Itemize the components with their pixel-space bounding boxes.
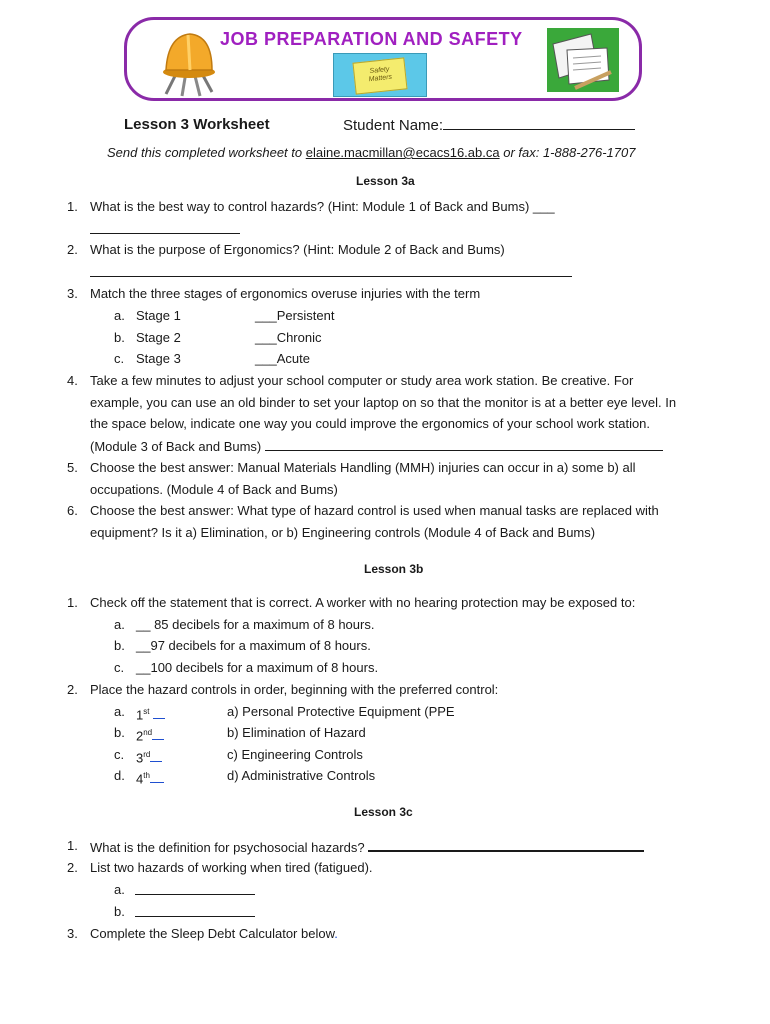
item-letter: a. xyxy=(114,308,125,323)
item-letter: a. xyxy=(114,882,125,897)
item-letter: b. xyxy=(114,638,125,653)
term-option[interactable]: ___Persistent xyxy=(255,308,335,323)
question-text: Choose the best answer: Manual Materials Handling (MMH) injuries can occur in a) some b) all xyxy=(90,460,636,475)
question-text: What is the definition for psychosocial hazards? xyxy=(90,840,365,855)
ordinal: 1 xyxy=(136,707,144,723)
order-slot[interactable] xyxy=(136,725,164,744)
option-text: __97 decibels for a maximum of 8 hours. xyxy=(136,638,371,653)
q-number: 2. xyxy=(67,860,78,875)
order-slot[interactable] xyxy=(136,768,164,787)
q-number: 2. xyxy=(67,242,78,257)
ordinal: 2 xyxy=(136,728,144,744)
question-text: List two hazards of working when tired (fatigued). xyxy=(90,860,373,875)
question-text: example, you can use an old binder to set your laptop on so that the monitor is at a better eye level. In xyxy=(90,395,677,410)
question-period: . xyxy=(334,926,338,941)
ordinal-suffix: th xyxy=(143,771,150,780)
question-text: occupations. (Module 4 of Back and Bums) xyxy=(90,482,338,497)
answer-blank[interactable] xyxy=(152,727,164,740)
item-letter: c. xyxy=(114,351,125,366)
send-text: Send this completed worksheet to xyxy=(107,145,303,160)
order-slot[interactable] xyxy=(136,747,162,766)
q-number: 1. xyxy=(67,838,78,853)
item-letter: a. xyxy=(114,617,125,632)
option-text: __ 85 decibels for a maximum of 8 hours. xyxy=(136,617,375,632)
answer-line[interactable] xyxy=(135,882,255,895)
option-text: __100 decibels for a maximum of 8 hours. xyxy=(136,660,379,675)
answer-blank[interactable] xyxy=(150,770,164,783)
control-option: c) Engineering Controls xyxy=(227,747,363,762)
banner-title: JOB PREPARATION AND SAFETY xyxy=(220,29,523,49)
order-slot[interactable] xyxy=(136,704,165,723)
lesson-3b-heading: Lesson 3b xyxy=(364,562,424,576)
q-number: 2. xyxy=(67,682,78,697)
safety-sign-image xyxy=(333,53,427,97)
q-number: 4. xyxy=(67,373,78,388)
question-text: (Module 3 of Back and Bums) xyxy=(90,439,262,454)
answer-blank[interactable] xyxy=(150,749,162,762)
lesson-3a-heading: Lesson 3a xyxy=(356,174,415,188)
q-number: 3. xyxy=(67,926,78,941)
send-instructions xyxy=(107,145,635,161)
question-line xyxy=(90,926,338,942)
q-number: 1. xyxy=(67,199,78,214)
email-link[interactable]: elaine.macmillan@ecacs16.ab.ca xyxy=(305,145,500,160)
answer-line[interactable] xyxy=(90,264,572,277)
question-text: What is the purpose of Ergonomics? (Hint: Module 2 of Back and Bums) xyxy=(90,242,505,257)
term-option[interactable]: ___Chronic xyxy=(255,330,322,345)
question-text: Complete the Sleep Debt Calculator below xyxy=(90,926,335,941)
q-number: 1. xyxy=(67,595,78,610)
control-option: b) Elimination of Hazard xyxy=(227,725,366,740)
question-text: Choose the best answer: What type of hazard control is used when manual tasks are replaced with xyxy=(90,503,659,518)
fax-text: or fax: 1-888-276-1707 xyxy=(503,145,636,160)
question-text: the space below, indicate one way you could improve the ergonomics of your school work station. xyxy=(90,416,651,431)
answer-line[interactable] xyxy=(368,838,644,852)
student-name-label: Student Name: xyxy=(343,117,444,134)
item-letter: c. xyxy=(114,660,125,675)
lesson-title: Lesson 3 Worksheet xyxy=(124,116,270,133)
ordinal: 4 xyxy=(136,771,144,787)
item-letter: d. xyxy=(114,768,125,783)
answer-line[interactable] xyxy=(90,221,240,234)
answer-blank[interactable] xyxy=(153,706,165,719)
item-letter: b. xyxy=(114,904,125,919)
lesson-3c-heading: Lesson 3c xyxy=(354,805,413,819)
q-number: 5. xyxy=(67,460,78,475)
control-option: d) Administrative Controls xyxy=(227,768,376,783)
student-name-field[interactable] xyxy=(443,117,635,130)
item-letter: a. xyxy=(114,704,125,719)
control-option: a) Personal Protective Equipment (PPE xyxy=(227,704,455,719)
q-number: 3. xyxy=(67,286,78,301)
item-letter: b. xyxy=(114,725,125,740)
question-text: What is the best way to control hazards? (Hint: Module 1 of Back and Bums) ___ xyxy=(90,199,555,214)
question-text: Take a few minutes to adjust your school computer or study area work station. Be creative. For xyxy=(90,373,634,388)
documents-icon xyxy=(545,26,621,94)
question-text: Match the three stages of ergonomics overuse injuries with the term xyxy=(90,286,481,301)
sign-text: Safety Matters xyxy=(368,66,393,84)
student-name-row xyxy=(343,117,635,134)
answer-line[interactable] xyxy=(265,438,663,451)
item-letter: c. xyxy=(114,747,125,762)
ordinal-suffix: nd xyxy=(143,728,153,737)
stage-label: Stage 2 xyxy=(136,330,181,345)
term-option[interactable]: ___Acute xyxy=(255,351,310,366)
question-line xyxy=(90,838,644,856)
ordinal: 3 xyxy=(136,750,144,766)
question-text: Check off the statement that is correct. A worker with no hearing protection may be exposed to: xyxy=(90,595,636,610)
ordinal-suffix: rd xyxy=(143,750,151,759)
q3a-4-last xyxy=(90,438,663,455)
question-text: Place the hazard controls in order, beginning with the preferred control: xyxy=(90,682,499,697)
ordinal-suffix: st xyxy=(143,707,150,716)
hard-hat-icon xyxy=(160,22,218,98)
answer-line[interactable] xyxy=(135,904,255,917)
q-number: 6. xyxy=(67,503,78,518)
item-letter: b. xyxy=(114,330,125,345)
stage-label: Stage 1 xyxy=(136,308,181,323)
stage-label: Stage 3 xyxy=(136,351,181,366)
question-text: equipment? Is it a) Elimination, or b) Engineering controls (Module 4 of Back and Bums) xyxy=(90,525,596,540)
